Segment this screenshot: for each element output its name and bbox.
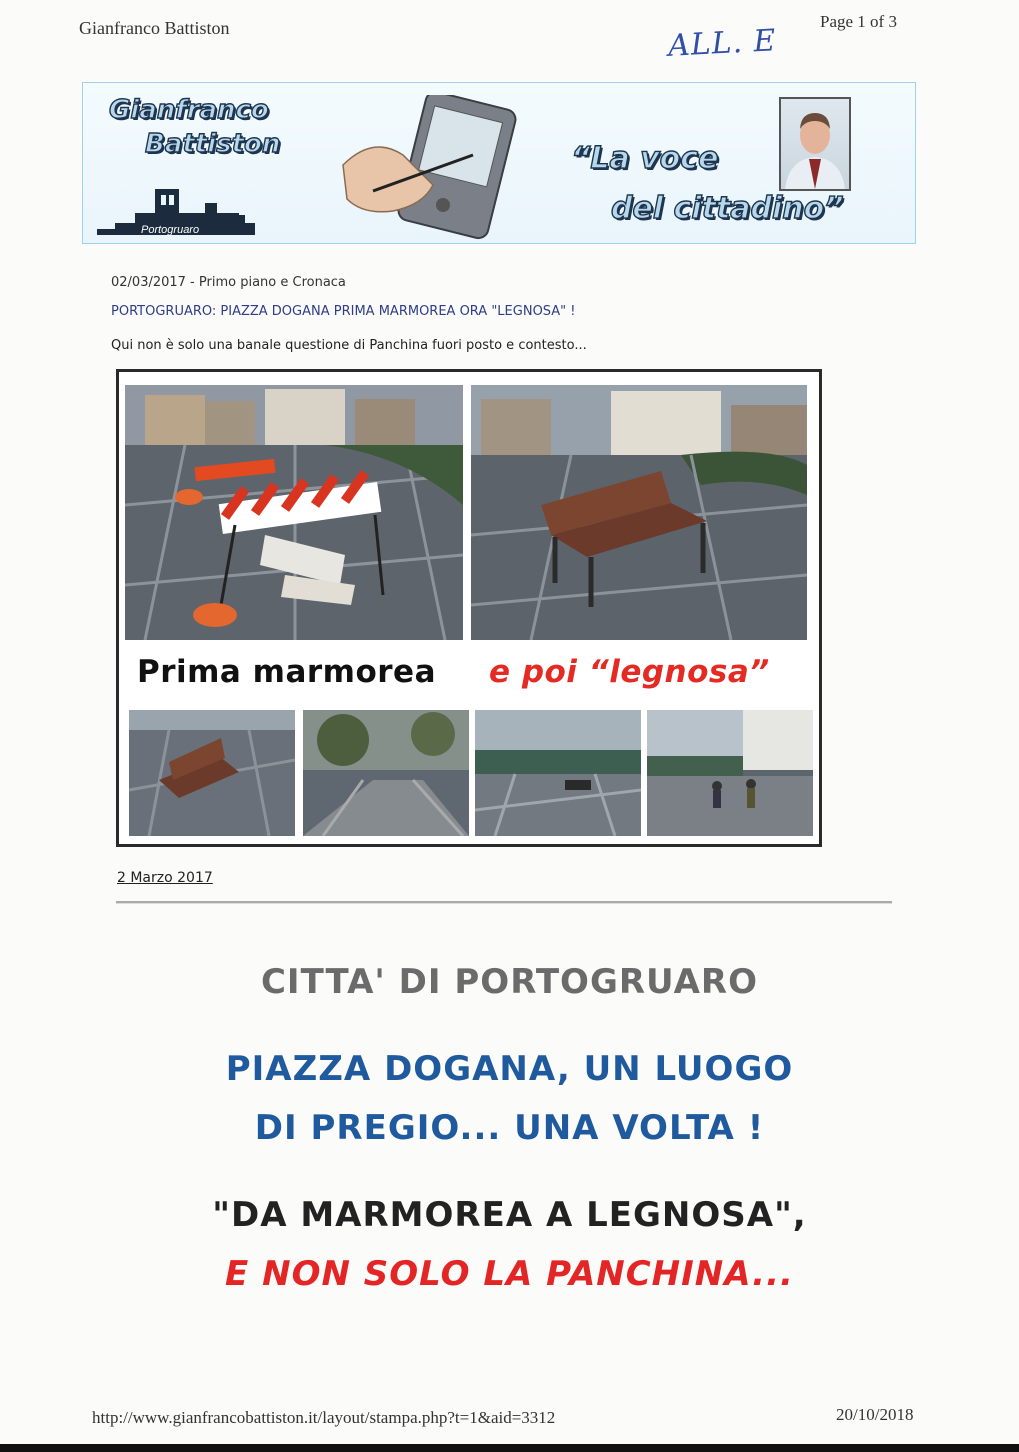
banner-name-last: Battiston (145, 129, 281, 159)
photo-riverside (475, 710, 641, 836)
article-lead: Qui non è solo una banale questione di Panchina fuori posto e contesto... (111, 338, 587, 353)
heading-piazza-line-1: PIAZZA DOGANA, UN LUOGO (225, 1049, 794, 1089)
print-header-page-number: Page 1 of 3 (820, 12, 897, 31)
banner-city-label: Portogruaro (141, 224, 200, 236)
banner-slogan-line-2: del cittadino” (611, 191, 844, 226)
heading-piazza-line-2: DI PREGIO... UNA VOLTA ! (254, 1108, 765, 1148)
handwritten-annotation: ALL. E (667, 23, 778, 64)
author-portrait (779, 97, 851, 191)
collage-caption-red: e poi “legnosa” (489, 654, 770, 690)
collage-caption-black: Prima marmorea (137, 654, 436, 690)
heading-city: CITTA' DI PORTOGRUARO (260, 962, 759, 1002)
hand-with-pda-icon (333, 95, 533, 241)
scan-bottom-edge (0, 1444, 1019, 1452)
heading-panchina: E NON SOLO LA PANCHINA... (225, 1254, 794, 1294)
svg-text:Ve: Ve (187, 204, 199, 214)
photo-barrier (125, 385, 463, 640)
banner-name-first: Gianfranco (109, 95, 269, 125)
photo-people-piazza (647, 710, 813, 836)
photo-bench-detail (129, 710, 295, 836)
site-banner[interactable] (82, 82, 916, 244)
article-footer-date[interactable]: 2 Marzo 2017 (117, 870, 213, 886)
print-header-author: Gianfranco Battiston (79, 18, 230, 38)
photo-bench-piazza (471, 385, 807, 640)
banner-slogan-line-1: “La voce (571, 141, 719, 176)
section-divider (116, 901, 892, 904)
article-date-category: 02/03/2017 - Primo piano e Cronaca (111, 275, 346, 290)
print-footer-date: 20/10/2018 (836, 1405, 914, 1424)
article-photo-collage (116, 369, 822, 847)
author-portrait-image (781, 99, 849, 189)
photo-promenade (303, 710, 469, 836)
article-title: PORTOGRUARO: PIAZZA DOGANA PRIMA MARMOREA ORA "LEGNOSA" ! (111, 304, 576, 319)
print-footer-url: http://www.gianfrancobattiston.it/layout/stampa.php?t=1&aid=3312 (92, 1408, 556, 1427)
heading-marmorea-legnosa: "DA MARMOREA A LEGNOSA", (212, 1195, 807, 1235)
